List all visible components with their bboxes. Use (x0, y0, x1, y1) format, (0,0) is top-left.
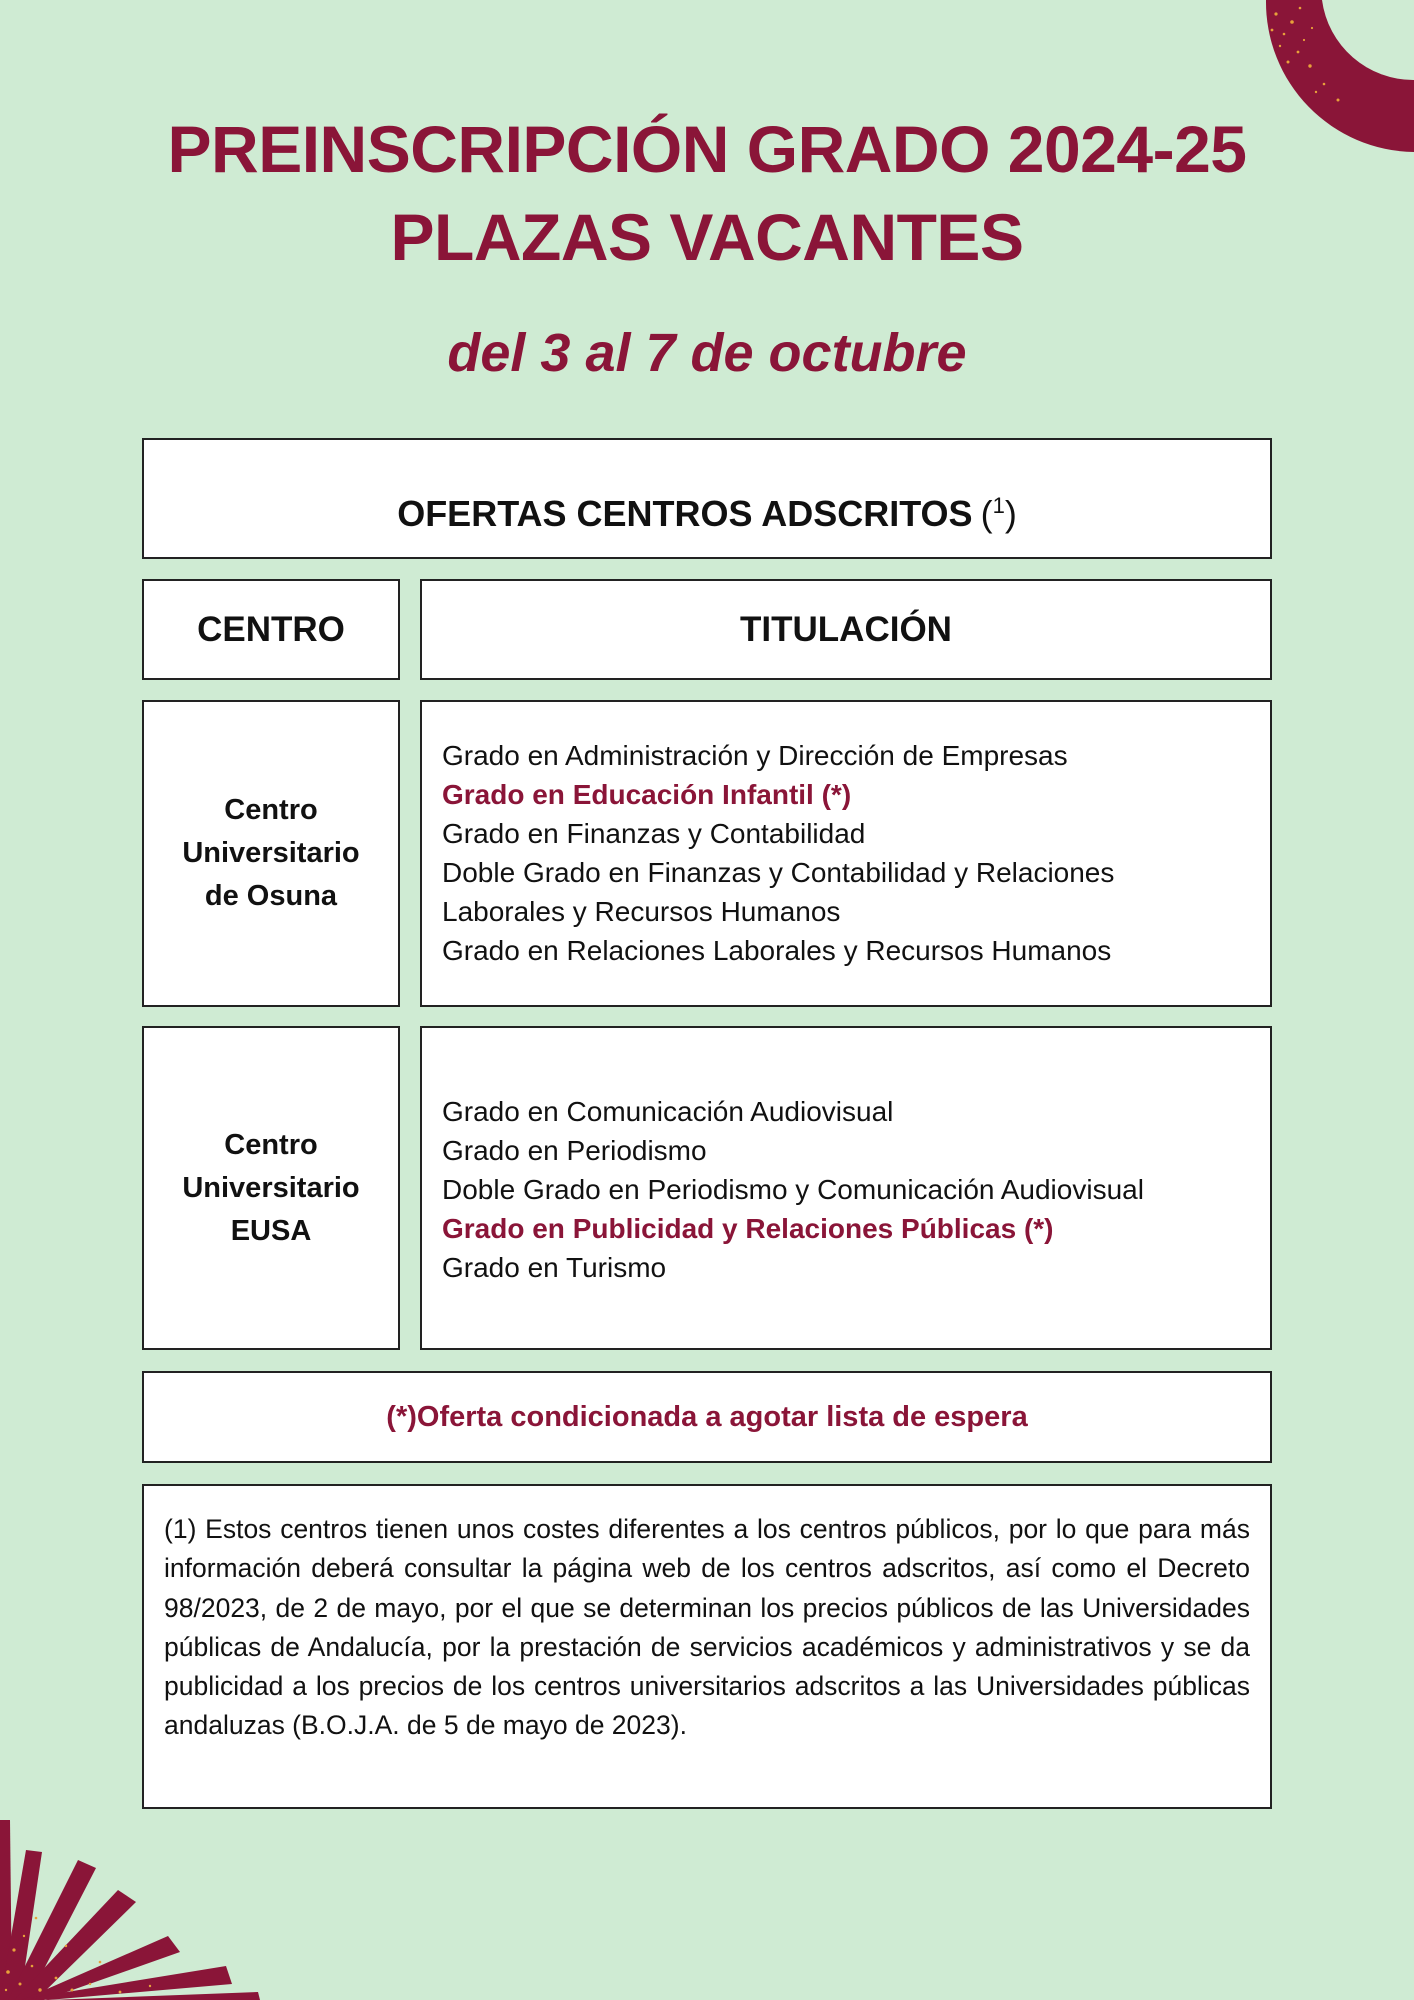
program-item: Laborales y Recursos Humanos (442, 896, 841, 927)
title-line-1: PREINSCRIPCIÓN GRADO 2024-25 (167, 112, 1247, 186)
centro-name-line: de Osuna (204, 880, 338, 912)
programs-eusa-cell (420, 1026, 1272, 1350)
program-list (442, 1092, 1250, 1287)
program-item: Grado en Finanzas y Contabilidad (442, 818, 866, 849)
centro-name-line: Centro (224, 1128, 318, 1161)
program-item-conditional: Grado en Educación Infantil (*) (442, 779, 852, 810)
page-title (0, 105, 1414, 281)
table-heading-text: OFERTAS CENTROS ADSCRITOS (397, 492, 973, 534)
program-item: Doble Grado en Periodismo y Comunicación Audiovisual (442, 1174, 1144, 1205)
title-line-2: PLAZAS VACANTES (390, 200, 1024, 274)
costs-footnote: (1) Estos centros tienen unos costes diferentes a los centros públicos, por lo que para más información deberá consultar la página web de los centros adscritos, así como el Decreto 98/2023, de 2 de mayo, por el que se determinan los precios públicos de las Universidades públicas de Andalucía, por la prestación de servicios académicos y administrativos y se da publicidad a los precios de los centros universitarios adscritos a las Universidades públicas andaluzas (B.O.J.A. de 5 de mayo de 2023). (142, 1484, 1272, 1809)
centro-name-line: Universitario (182, 837, 360, 869)
column-header-titulacion: TITULACIÓN (420, 579, 1272, 680)
program-item: Grado en Periodismo (442, 1135, 707, 1166)
program-item: Grado en Comunicación Audiovisual (442, 1096, 894, 1127)
centro-name-line: Universitario (182, 1171, 360, 1204)
program-item: Grado en Turismo (442, 1252, 667, 1283)
column-header-centro: CENTRO (142, 579, 400, 680)
program-list (442, 736, 1250, 970)
programs-osuna-cell (420, 700, 1272, 1007)
program-item: Grado en Administración y Dirección de Empresas (442, 740, 1068, 771)
date-range: del 3 al 7 de octubre (447, 323, 967, 383)
centro-eusa-cell (142, 1026, 400, 1350)
sunburst-decoration (0, 1740, 270, 2000)
centro-name-line: EUSA (230, 1214, 312, 1247)
program-item-conditional: Grado en Publicidad y Relaciones Públicas (*) (442, 1213, 1054, 1244)
program-item: Doble Grado en Finanzas y Contabilidad y Relaciones (442, 857, 1115, 888)
conditional-offer-note: (*)Oferta condicionada a agotar lista de espera (142, 1371, 1272, 1463)
centro-name-line: Centro (224, 794, 318, 826)
centro-osuna-cell (142, 700, 400, 1007)
footnote-reference: 1 (992, 492, 1005, 518)
table-heading (142, 438, 1272, 559)
table-heading-note: ($^1$) (980, 492, 1017, 534)
program-item: Grado en Relaciones Laborales y Recursos Humanos (442, 935, 1112, 966)
